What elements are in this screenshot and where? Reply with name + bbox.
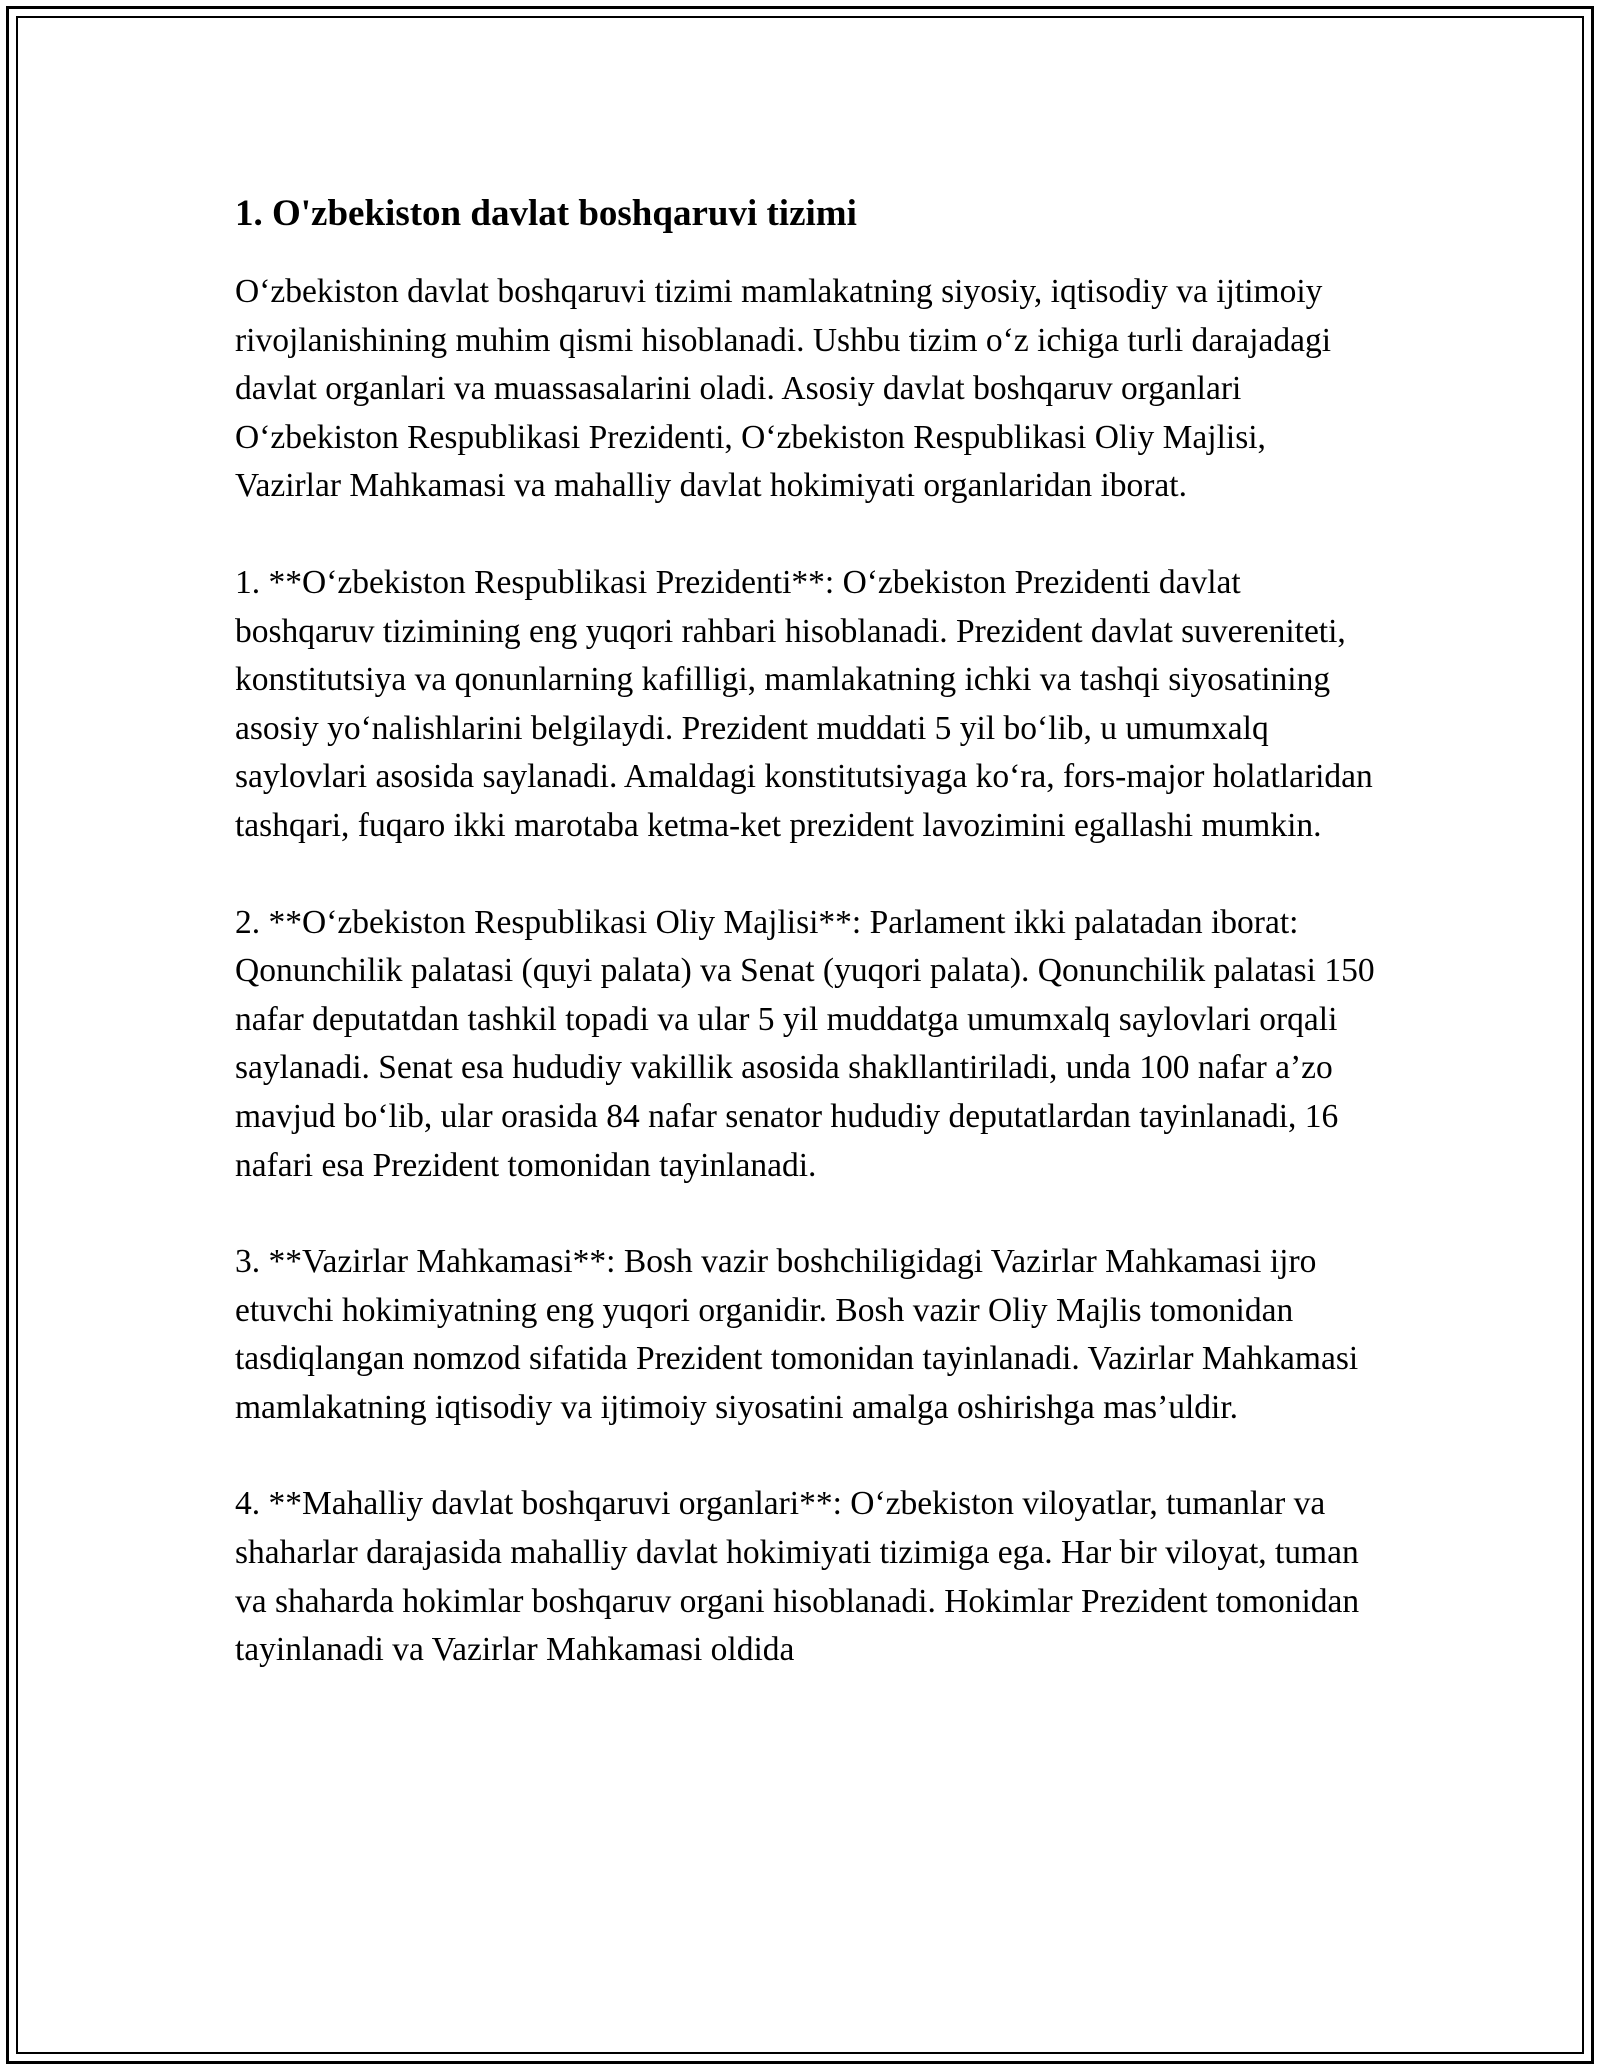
paragraph-mahalliy-organlar: 4. **Mahalliy davlat boshqaruvi organlari**: O‘zbekiston viloyatlar, tumanlar va shaharlar darajasida mahalliy davlat hokimiyati tizimiga ega. Har bir viloyat, tuman va shaharda hokimlar boshqaruv organi hisoblanadi. Hokimlar Prezident tomonidan tayinlanadi va Vazirlar Mahkamasi oldida bbox=[235, 1485, 1360, 1669]
document-heading: 1. O'zbekiston davlat boshqaruvi tizimi bbox=[235, 193, 857, 234]
paragraph-oliy-majlis: 2. **O‘zbekiston Respublikasi Oliy Majlisi**: Parlament ikki palatadan iborat: Qonunchilik palatasi (quyi palata) va Senat (yuqori palata). Qonunchilik palatasi 150 nafar deputatdan tashkil topadi va ular 5 yil muddatga umumxalq saylovlari orqali saylanadi. Senat esa hududiy vakillik asosida shakllantiriladi, unda 100 nafar a’zo mavjud bo‘lib, ular orasida 84 nafar senator hududiy deputatlardan tayinlanadi, 16 nafari esa Prezident tomonidan tayinlanadi. bbox=[235, 903, 1375, 1184]
paragraph-president: 1. **O‘zbekiston Respublikasi Prezidenti**: O‘zbekiston Prezidenti davlat boshqaruv tizimining eng yuqori rahbari hisoblanadi. Prezident davlat suvereniteti, konstitutsiya va qonunlarning kafilligi, mamlakatning ichki va tashqi siyosatining asosiy yo‘nalishlarini belgilaydi. Prezident muddati 5 yil bo‘lib, u umumxalq saylovlari asosida saylanadi. Amaldagi konstitutsiyaga ko‘ra, fors-major holatlaridan tashqari, fuqaro ikki marotaba ketma-ket prezident lavozimini egallashi mumkin. bbox=[235, 563, 1373, 844]
document-body bbox=[235, 190, 1375, 1723]
paragraph-vazirlar-mahkamasi: 3. **Vazirlar Mahkamasi**: Bosh vazir boshchiligidagi Vazirlar Mahkamasi ijro etuvchi hokimiyatning eng yuqori organidir. Bosh vazir Oliy Majlis tomonidan tasdiqlangan nomzod sifatida Prezident tomonidan tayinlanadi. Vazirlar Mahkamasi mamlakatning iqtisodiy va ijtimoiy siyosatini amalga oshirishga mas’uldir. bbox=[235, 1243, 1359, 1426]
intro-paragraph: O‘zbekiston davlat boshqaruvi tizimi mamlakatning siyosiy, iqtisodiy va ijtimoiy rivojlanishining muhim qismi hisoblanadi. Ushbu tizim o‘z ichiga turli darajadagi davlat organlari va muassasalarini oladi. Asosiy davlat boshqaruv organlari O‘zbekiston Respublikasi Prezidenti, O‘zbekiston Respublikasi Oliy Majlisi, Vazirlar Mahkamasi va mahalliy davlat hokimiyati organlaridan iborat. bbox=[235, 273, 1332, 505]
